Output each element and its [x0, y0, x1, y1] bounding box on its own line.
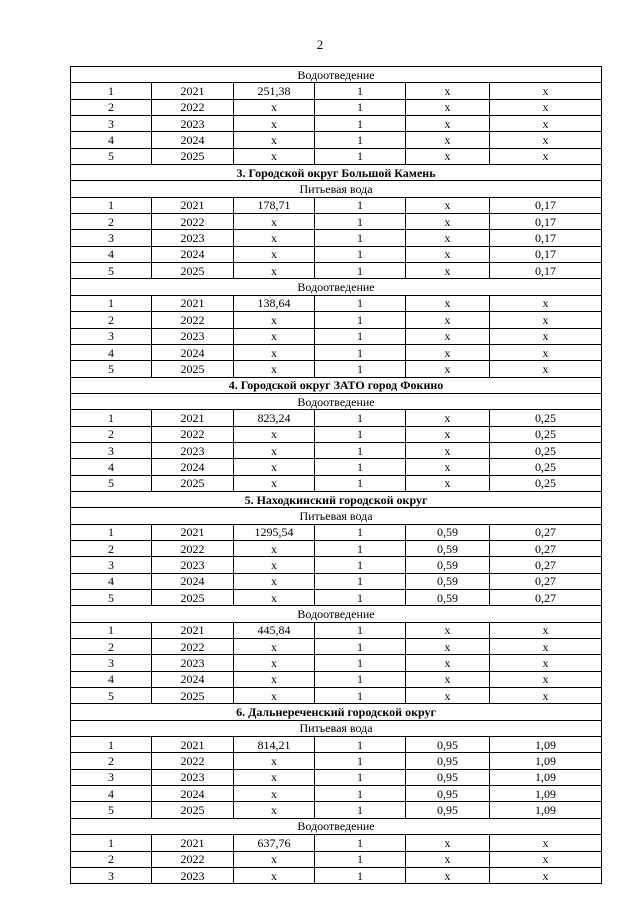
table-cell: x: [406, 851, 490, 867]
table-row: [71, 344, 602, 360]
table-cell: 0,95: [406, 737, 490, 753]
table-cell: 5: [71, 590, 152, 606]
table-cell: 0,17: [490, 214, 602, 230]
table-cell: 1: [315, 671, 406, 687]
table-cell: 2: [71, 426, 152, 442]
table-cell: 1: [315, 83, 406, 99]
table-cell: 2021: [152, 83, 234, 99]
section-header-row: [71, 377, 602, 393]
table-cell: 1: [315, 116, 406, 132]
table-cell: x: [406, 442, 490, 458]
table-cell: 2022: [152, 753, 234, 769]
section-header-row: [71, 491, 602, 507]
table-cell: x: [490, 639, 602, 655]
table-row: [71, 688, 602, 704]
table-cell: 1: [71, 410, 152, 426]
table-row: [71, 590, 602, 606]
table-cell: 2023: [152, 116, 234, 132]
table-cell: x: [490, 851, 602, 867]
table-cell: x: [234, 116, 315, 132]
table-cell: 2023: [152, 655, 234, 671]
table-cell: x: [406, 344, 490, 360]
table-cell: 2024: [152, 573, 234, 589]
table-cell: 1295,54: [234, 524, 315, 540]
table-cell: 2021: [152, 295, 234, 311]
table-cell: 4: [71, 132, 152, 148]
table-cell: x: [234, 573, 315, 589]
table-cell: 0,17: [490, 263, 602, 279]
table-cell: 0,25: [490, 410, 602, 426]
table-cell: x: [406, 197, 490, 213]
table-cell: x: [234, 802, 315, 818]
table-cell: x: [490, 116, 602, 132]
table-cell: x: [490, 867, 602, 883]
table-cell: 2024: [152, 344, 234, 360]
table-cell: 1: [71, 524, 152, 540]
table-cell: 2025: [152, 590, 234, 606]
table-row: [71, 361, 602, 377]
subsection-title: Питьевая вода: [71, 508, 602, 524]
table-cell: x: [406, 475, 490, 491]
table-cell: 1: [315, 295, 406, 311]
table-cell: 0,17: [490, 246, 602, 262]
table-cell: x: [406, 639, 490, 655]
table-cell: 178,71: [234, 197, 315, 213]
table-cell: 1: [315, 132, 406, 148]
table-cell: 0,95: [406, 802, 490, 818]
table-row: [71, 442, 602, 458]
table-cell: 1: [315, 410, 406, 426]
table-cell: x: [234, 328, 315, 344]
table-cell: 1,09: [490, 753, 602, 769]
table-cell: 2022: [152, 540, 234, 556]
table-cell: 5: [71, 802, 152, 818]
table-row: [71, 214, 602, 230]
table-cell: x: [490, 83, 602, 99]
table-row: [71, 263, 602, 279]
table-row: [71, 557, 602, 573]
table-row: [71, 622, 602, 638]
table-row: [71, 99, 602, 115]
table-cell: 1: [315, 786, 406, 802]
table-cell: x: [406, 214, 490, 230]
table-cell: 1: [315, 312, 406, 328]
table-cell: x: [234, 426, 315, 442]
table-cell: x: [234, 590, 315, 606]
table-cell: 2024: [152, 786, 234, 802]
table-cell: x: [490, 835, 602, 851]
table-cell: x: [234, 230, 315, 246]
table-row: [71, 639, 602, 655]
table-row: [71, 524, 602, 540]
table-cell: x: [234, 312, 315, 328]
table-cell: x: [234, 132, 315, 148]
table-cell: 2024: [152, 132, 234, 148]
subsection-title: Питьевая вода: [71, 181, 602, 197]
table-cell: 0,25: [490, 426, 602, 442]
table-cell: 1: [315, 361, 406, 377]
table-row: [71, 410, 602, 426]
table-cell: x: [234, 557, 315, 573]
table-cell: 0,25: [490, 459, 602, 475]
table-cell: 0,95: [406, 753, 490, 769]
table-cell: 2025: [152, 802, 234, 818]
table-row: [71, 148, 602, 164]
table-cell: 2025: [152, 263, 234, 279]
table-cell: x: [406, 622, 490, 638]
table-row: [71, 786, 602, 802]
table-row: [71, 312, 602, 328]
table-row: [71, 230, 602, 246]
subheader-row: [71, 508, 602, 524]
table-cell: x: [406, 867, 490, 883]
table-cell: 0,27: [490, 540, 602, 556]
table-cell: 1,09: [490, 786, 602, 802]
table-cell: x: [406, 148, 490, 164]
table-cell: 1: [315, 622, 406, 638]
section-title: 4. Городской округ ЗАТО город Фокино: [71, 377, 602, 393]
table-cell: 2023: [152, 442, 234, 458]
table-cell: x: [406, 459, 490, 475]
subheader-row: [71, 818, 602, 834]
table-cell: 445,84: [234, 622, 315, 638]
table-row: [71, 671, 602, 687]
table-cell: 1: [315, 230, 406, 246]
subsection-title: Водоотведение: [71, 67, 602, 83]
table-cell: x: [234, 361, 315, 377]
table-cell: 1: [315, 426, 406, 442]
table-cell: 2: [71, 639, 152, 655]
table-row: [71, 459, 602, 475]
subheader-row: [71, 181, 602, 197]
table-cell: 3: [71, 230, 152, 246]
table-cell: 5: [71, 361, 152, 377]
table-row: [71, 835, 602, 851]
table-cell: 2022: [152, 99, 234, 115]
subheader-row: [71, 279, 602, 295]
table-cell: x: [234, 99, 315, 115]
table-cell: x: [406, 116, 490, 132]
table-cell: x: [490, 361, 602, 377]
table-cell: x: [406, 671, 490, 687]
table-cell: 0,25: [490, 475, 602, 491]
table-cell: 4: [71, 344, 152, 360]
table-cell: 2: [71, 312, 152, 328]
section-header-row: [71, 704, 602, 720]
table-cell: 5: [71, 148, 152, 164]
table-cell: x: [234, 214, 315, 230]
table-cell: 0,59: [406, 573, 490, 589]
table-cell: 2022: [152, 312, 234, 328]
table-cell: x: [490, 312, 602, 328]
table-cell: 0,95: [406, 786, 490, 802]
table-cell: 1: [315, 263, 406, 279]
table-cell: 2: [71, 214, 152, 230]
table-row: [71, 753, 602, 769]
subheader-row: [71, 606, 602, 622]
table-cell: 0,27: [490, 557, 602, 573]
table-cell: 0,17: [490, 197, 602, 213]
table-cell: 3: [71, 769, 152, 785]
table-cell: 1: [315, 769, 406, 785]
table-cell: x: [406, 328, 490, 344]
section-title: 3. Городской округ Большой Камень: [71, 165, 602, 181]
table-cell: 2021: [152, 622, 234, 638]
table-cell: x: [234, 148, 315, 164]
table-cell: 2023: [152, 557, 234, 573]
table-cell: 1,09: [490, 737, 602, 753]
table-cell: 4: [71, 246, 152, 262]
table-cell: 2024: [152, 671, 234, 687]
subheader-row: [71, 393, 602, 409]
table-cell: 823,24: [234, 410, 315, 426]
table-cell: 637,76: [234, 835, 315, 851]
table-cell: 3: [71, 867, 152, 883]
table-cell: 2022: [152, 214, 234, 230]
section-title: 6. Дальнереченский городской округ: [71, 704, 602, 720]
table-row: [71, 867, 602, 883]
table-cell: 138,64: [234, 295, 315, 311]
table-cell: x: [406, 99, 490, 115]
table-body: [71, 67, 602, 884]
table-cell: 2: [71, 99, 152, 115]
subsection-title: Водоотведение: [71, 606, 602, 622]
table-cell: 3: [71, 557, 152, 573]
table-row: [71, 197, 602, 213]
table-cell: 5: [71, 475, 152, 491]
table-cell: x: [234, 688, 315, 704]
table-cell: 2023: [152, 867, 234, 883]
table-cell: 2: [71, 851, 152, 867]
page-number: 2: [316, 37, 324, 52]
table-cell: 2023: [152, 230, 234, 246]
table-row: [71, 540, 602, 556]
table-cell: x: [234, 263, 315, 279]
table-cell: 2021: [152, 835, 234, 851]
table-row: [71, 132, 602, 148]
table-row: [71, 655, 602, 671]
table-cell: 2025: [152, 688, 234, 704]
table-cell: 2: [71, 753, 152, 769]
table-row: [71, 737, 602, 753]
table-cell: x: [490, 328, 602, 344]
table-cell: x: [234, 671, 315, 687]
table-cell: 0,59: [406, 590, 490, 606]
table-cell: x: [234, 851, 315, 867]
table-cell: x: [406, 835, 490, 851]
table-cell: 3: [71, 328, 152, 344]
table-cell: 2021: [152, 737, 234, 753]
table-cell: x: [490, 622, 602, 638]
table-row: [71, 246, 602, 262]
table-cell: x: [234, 442, 315, 458]
table-cell: x: [490, 99, 602, 115]
table-cell: 2024: [152, 246, 234, 262]
table-cell: x: [490, 344, 602, 360]
table-cell: x: [406, 132, 490, 148]
table-cell: 3: [71, 655, 152, 671]
table-cell: x: [234, 769, 315, 785]
table-cell: 1: [71, 83, 152, 99]
subsection-title: Водоотведение: [71, 279, 602, 295]
table-cell: 2023: [152, 769, 234, 785]
table-cell: 1: [315, 835, 406, 851]
table-cell: x: [234, 475, 315, 491]
table-cell: 2021: [152, 524, 234, 540]
table-cell: x: [490, 655, 602, 671]
table-cell: 0,27: [490, 524, 602, 540]
table-cell: 2025: [152, 475, 234, 491]
table-cell: 4: [71, 786, 152, 802]
table-cell: 1: [315, 328, 406, 344]
table-cell: x: [406, 230, 490, 246]
table-cell: x: [234, 246, 315, 262]
table-cell: 1: [71, 737, 152, 753]
table-cell: x: [490, 148, 602, 164]
table-cell: 2022: [152, 426, 234, 442]
subsection-title: Водоотведение: [71, 818, 602, 834]
table-cell: 1: [315, 524, 406, 540]
table-row: [71, 328, 602, 344]
table-cell: x: [406, 263, 490, 279]
table-cell: x: [234, 655, 315, 671]
table-cell: 2022: [152, 639, 234, 655]
table-cell: 1: [315, 851, 406, 867]
table-cell: x: [234, 639, 315, 655]
table-cell: 0,59: [406, 557, 490, 573]
table-row: [71, 851, 602, 867]
table-cell: 0,59: [406, 540, 490, 556]
table-cell: 5: [71, 263, 152, 279]
table-cell: 1: [315, 148, 406, 164]
table-cell: x: [490, 688, 602, 704]
table-cell: 1: [315, 573, 406, 589]
table-cell: 1: [315, 737, 406, 753]
table-cell: x: [490, 671, 602, 687]
table-cell: 1: [315, 540, 406, 556]
table-cell: x: [406, 361, 490, 377]
tariff-table: [70, 66, 602, 884]
table-cell: 1: [315, 99, 406, 115]
subsection-title: Водоотведение: [71, 393, 602, 409]
table-cell: 1: [315, 867, 406, 883]
table-cell: 1: [315, 475, 406, 491]
table-cell: 1: [315, 688, 406, 704]
table-cell: 1: [71, 835, 152, 851]
table-cell: x: [234, 786, 315, 802]
subsection-title: Питьевая вода: [71, 720, 602, 736]
table-row: [71, 116, 602, 132]
table-cell: x: [406, 295, 490, 311]
table-cell: 1: [315, 214, 406, 230]
table-cell: 1: [315, 459, 406, 475]
table-cell: 1: [315, 246, 406, 262]
table-cell: 1,09: [490, 769, 602, 785]
table-cell: 2024: [152, 459, 234, 475]
table-cell: 2: [71, 540, 152, 556]
table-row: [71, 802, 602, 818]
table-cell: x: [234, 344, 315, 360]
table-row: [71, 475, 602, 491]
table-cell: 5: [71, 688, 152, 704]
table-cell: 1: [71, 622, 152, 638]
table-cell: 2023: [152, 328, 234, 344]
table-cell: 1: [315, 753, 406, 769]
table-cell: 0,27: [490, 590, 602, 606]
section-header-row: [71, 165, 602, 181]
table-cell: x: [406, 83, 490, 99]
table-cell: 2025: [152, 361, 234, 377]
table-cell: 0,59: [406, 524, 490, 540]
table-cell: x: [406, 688, 490, 704]
table-row: [71, 295, 602, 311]
table-cell: 251,38: [234, 83, 315, 99]
table-cell: x: [234, 753, 315, 769]
table-cell: 1: [315, 590, 406, 606]
table-cell: x: [406, 655, 490, 671]
table-cell: x: [406, 312, 490, 328]
table-cell: 2021: [152, 410, 234, 426]
table-cell: 2021: [152, 197, 234, 213]
table-cell: 3: [71, 442, 152, 458]
table-cell: 814,21: [234, 737, 315, 753]
table-cell: x: [490, 295, 602, 311]
table-cell: x: [234, 540, 315, 556]
section-title: 5. Находкинский городской округ: [71, 491, 602, 507]
table-row: [71, 769, 602, 785]
table-cell: 1: [315, 442, 406, 458]
table-cell: 0,27: [490, 573, 602, 589]
table-cell: 2025: [152, 148, 234, 164]
table-cell: 1: [315, 557, 406, 573]
subheader-row: [71, 67, 602, 83]
table-cell: 1: [315, 655, 406, 671]
table-cell: 1: [315, 802, 406, 818]
table-cell: 1: [315, 197, 406, 213]
table-cell: 0,95: [406, 769, 490, 785]
table-cell: x: [406, 426, 490, 442]
table-cell: 4: [71, 671, 152, 687]
table-cell: 0,25: [490, 442, 602, 458]
table-cell: x: [490, 132, 602, 148]
table-cell: 1: [71, 295, 152, 311]
table-cell: x: [234, 459, 315, 475]
table-cell: 4: [71, 573, 152, 589]
subheader-row: [71, 720, 602, 736]
table-row: [71, 573, 602, 589]
table-row: [71, 83, 602, 99]
table-cell: 3: [71, 116, 152, 132]
table-cell: x: [406, 410, 490, 426]
table-cell: x: [234, 867, 315, 883]
table-cell: 0,17: [490, 230, 602, 246]
table-cell: 2022: [152, 851, 234, 867]
table-cell: 4: [71, 459, 152, 475]
table-cell: 1,09: [490, 802, 602, 818]
table-cell: 1: [71, 197, 152, 213]
table-cell: 1: [315, 344, 406, 360]
table-row: [71, 426, 602, 442]
table-cell: x: [406, 246, 490, 262]
table-cell: 1: [315, 639, 406, 655]
